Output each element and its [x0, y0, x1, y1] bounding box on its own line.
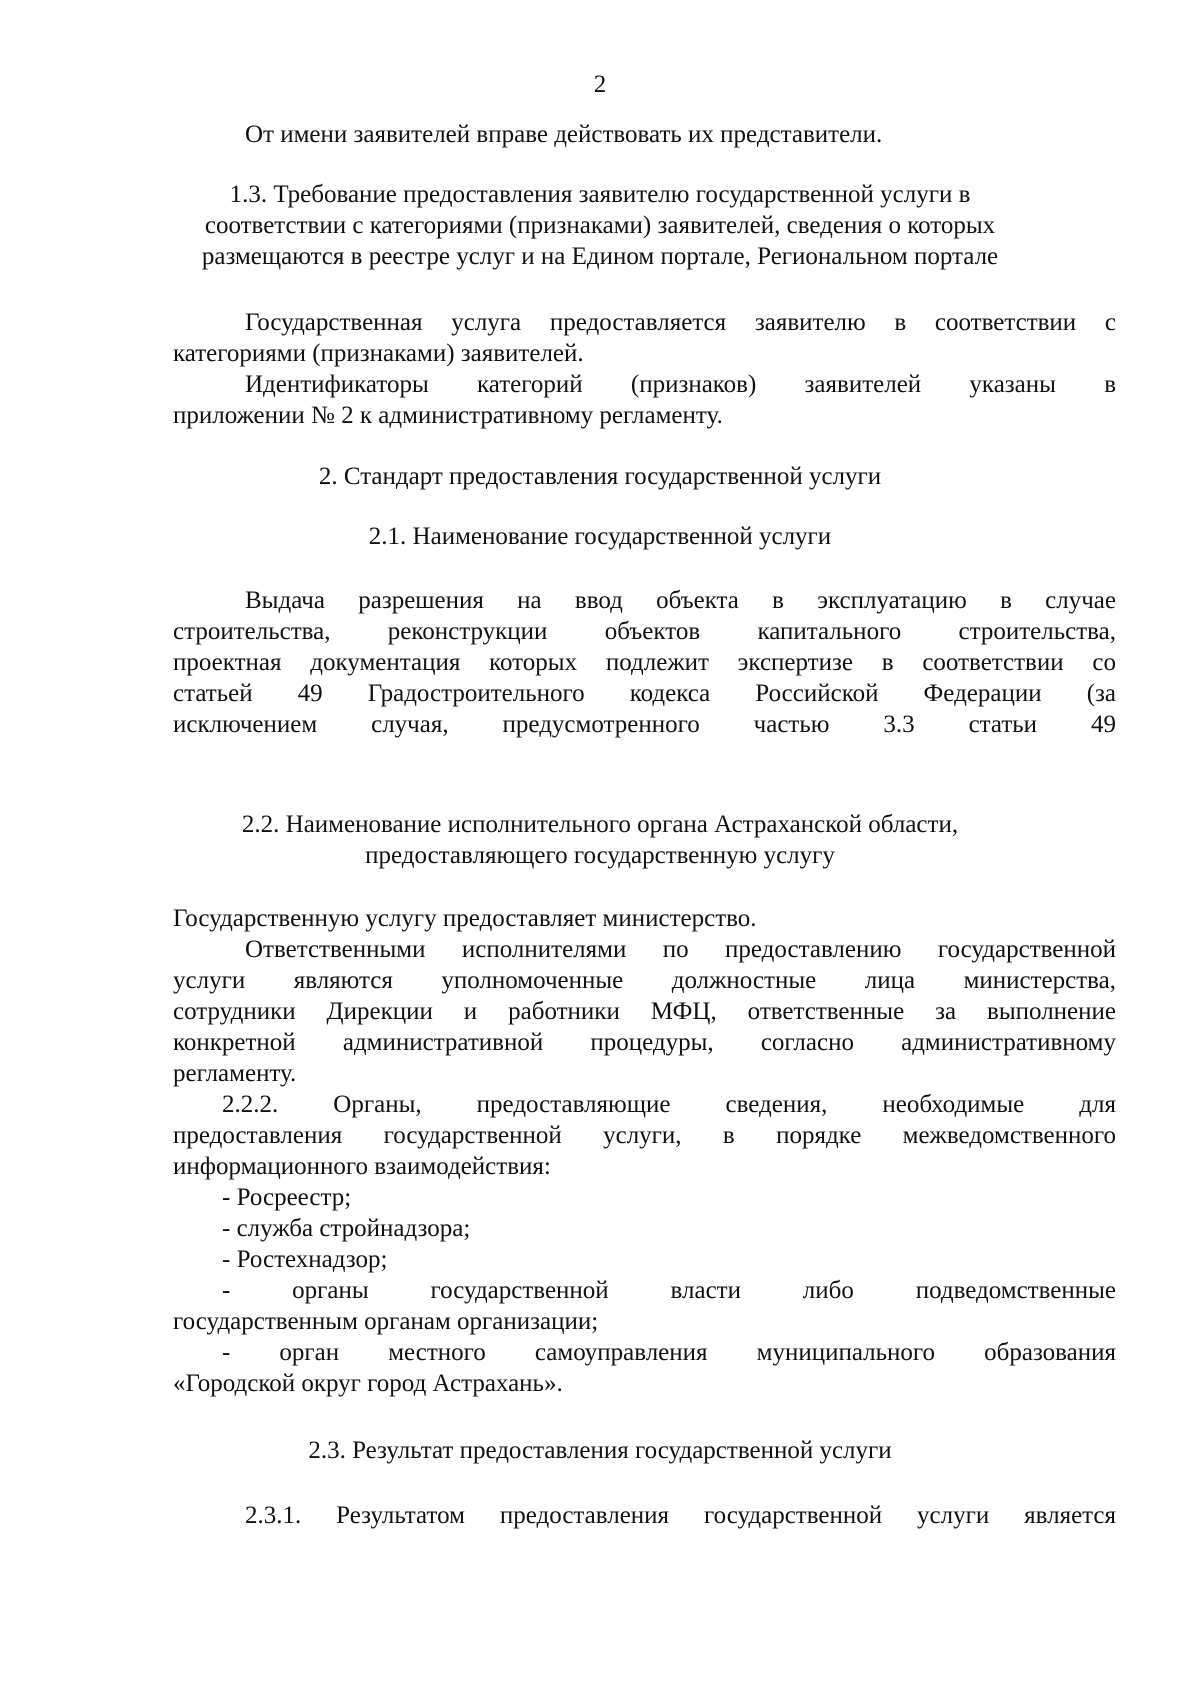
section-1-3-heading-line-2: соответствии с категориями (признаками) заявителей, сведения о которых: [204, 212, 996, 239]
page-number: 2: [593, 71, 607, 98]
section-2-2-heading-line-1: 2.2. Наименование исполнительного органа Астраханской области,: [241, 811, 959, 838]
list-item-local-government-line-2: «Городской округ город Астрахань».: [173, 1370, 563, 1397]
list-item-stroynadzor: - служба стройнадзора;: [222, 1215, 471, 1242]
section-2-2-2-line-2: предоставления государственной услуги, в порядке межведомственного: [173, 1122, 1116, 1149]
list-item-rosreestr: - Росреестр;: [222, 1184, 352, 1211]
section-2-3-heading: 2.3. Результат предоставления государственной услуги: [308, 1437, 892, 1464]
service-name-line-5: исключением случая, предусмотренного частью 3.3 статьи 49: [173, 711, 1116, 738]
service-name-line-3: проектная документация которых подлежит экспертизе в соответствии со: [173, 649, 1116, 676]
paragraph-representatives: От имени заявителей вправе действовать их представители.: [245, 121, 883, 148]
section-2-1-heading: 2.1. Наименование государственной услуги: [368, 523, 832, 550]
section-2-2-heading-line-2: предоставляющего государственную услугу: [365, 842, 835, 869]
provider-statement: Государственную услугу предоставляет министерство.: [173, 905, 757, 932]
list-item-local-government-line-1: - орган местного самоуправления муниципального образования: [222, 1339, 1116, 1366]
list-item-state-authorities-line-1: - органы государственной власти либо подведомственные: [222, 1277, 1116, 1304]
responsible-line-4: конкретной административной процедуры, согласно административному: [173, 1029, 1116, 1056]
paragraph-service-line-2: категориями (признаками) заявителей.: [173, 340, 584, 367]
service-name-line-4: статьей 49 Градостроительного кодекса Российской Федерации (за: [173, 680, 1116, 707]
section-1-3-heading-line-3: размещаются в реестре услуг и на Едином портале, Региональном портале: [201, 243, 999, 270]
section-2-3-1-line-1: 2.3.1. Результатом предоставления государственной услуги является: [245, 1502, 1116, 1529]
responsible-line-3: сотрудники Дирекции и работники МФЦ, ответственные за выполнение: [173, 998, 1116, 1025]
list-item-rostekhnadzor: - Ростехнадзор;: [222, 1246, 388, 1273]
list-item-state-authorities-line-2: государственным органам организации;: [173, 1308, 599, 1335]
service-name-line-2: строительства, реконструкции объектов капитального строительства,: [173, 618, 1116, 645]
section-1-3-heading-line-1: 1.3. Требование предоставления заявителю государственной услуги в: [229, 181, 971, 208]
responsible-line-5: регламенту.: [173, 1060, 297, 1087]
paragraph-identifiers-line-1: Идентификаторы категорий (признаков) заявителей указаны в: [245, 371, 1116, 398]
service-name-line-1: Выдача разрешения на ввод объекта в эксплуатацию в случае: [245, 587, 1116, 614]
section-2-heading: 2. Стандарт предоставления государственной услуги: [318, 463, 882, 490]
paragraph-identifiers-line-2: приложении № 2 к административному регламенту.: [173, 402, 723, 429]
responsible-line-1: Ответственными исполнителями по предоставлению государственной: [245, 936, 1116, 963]
section-2-2-2-line-1: 2.2.2. Органы, предоставляющие сведения, необходимые для: [222, 1091, 1116, 1118]
responsible-line-2: услуги являются уполномоченные должностные лица министерства,: [173, 967, 1116, 994]
paragraph-service-line-1: Государственная услуга предоставляется заявителю в соответствии с: [245, 309, 1116, 336]
section-2-2-2-line-3: информационного взаимодействия:: [173, 1153, 551, 1180]
